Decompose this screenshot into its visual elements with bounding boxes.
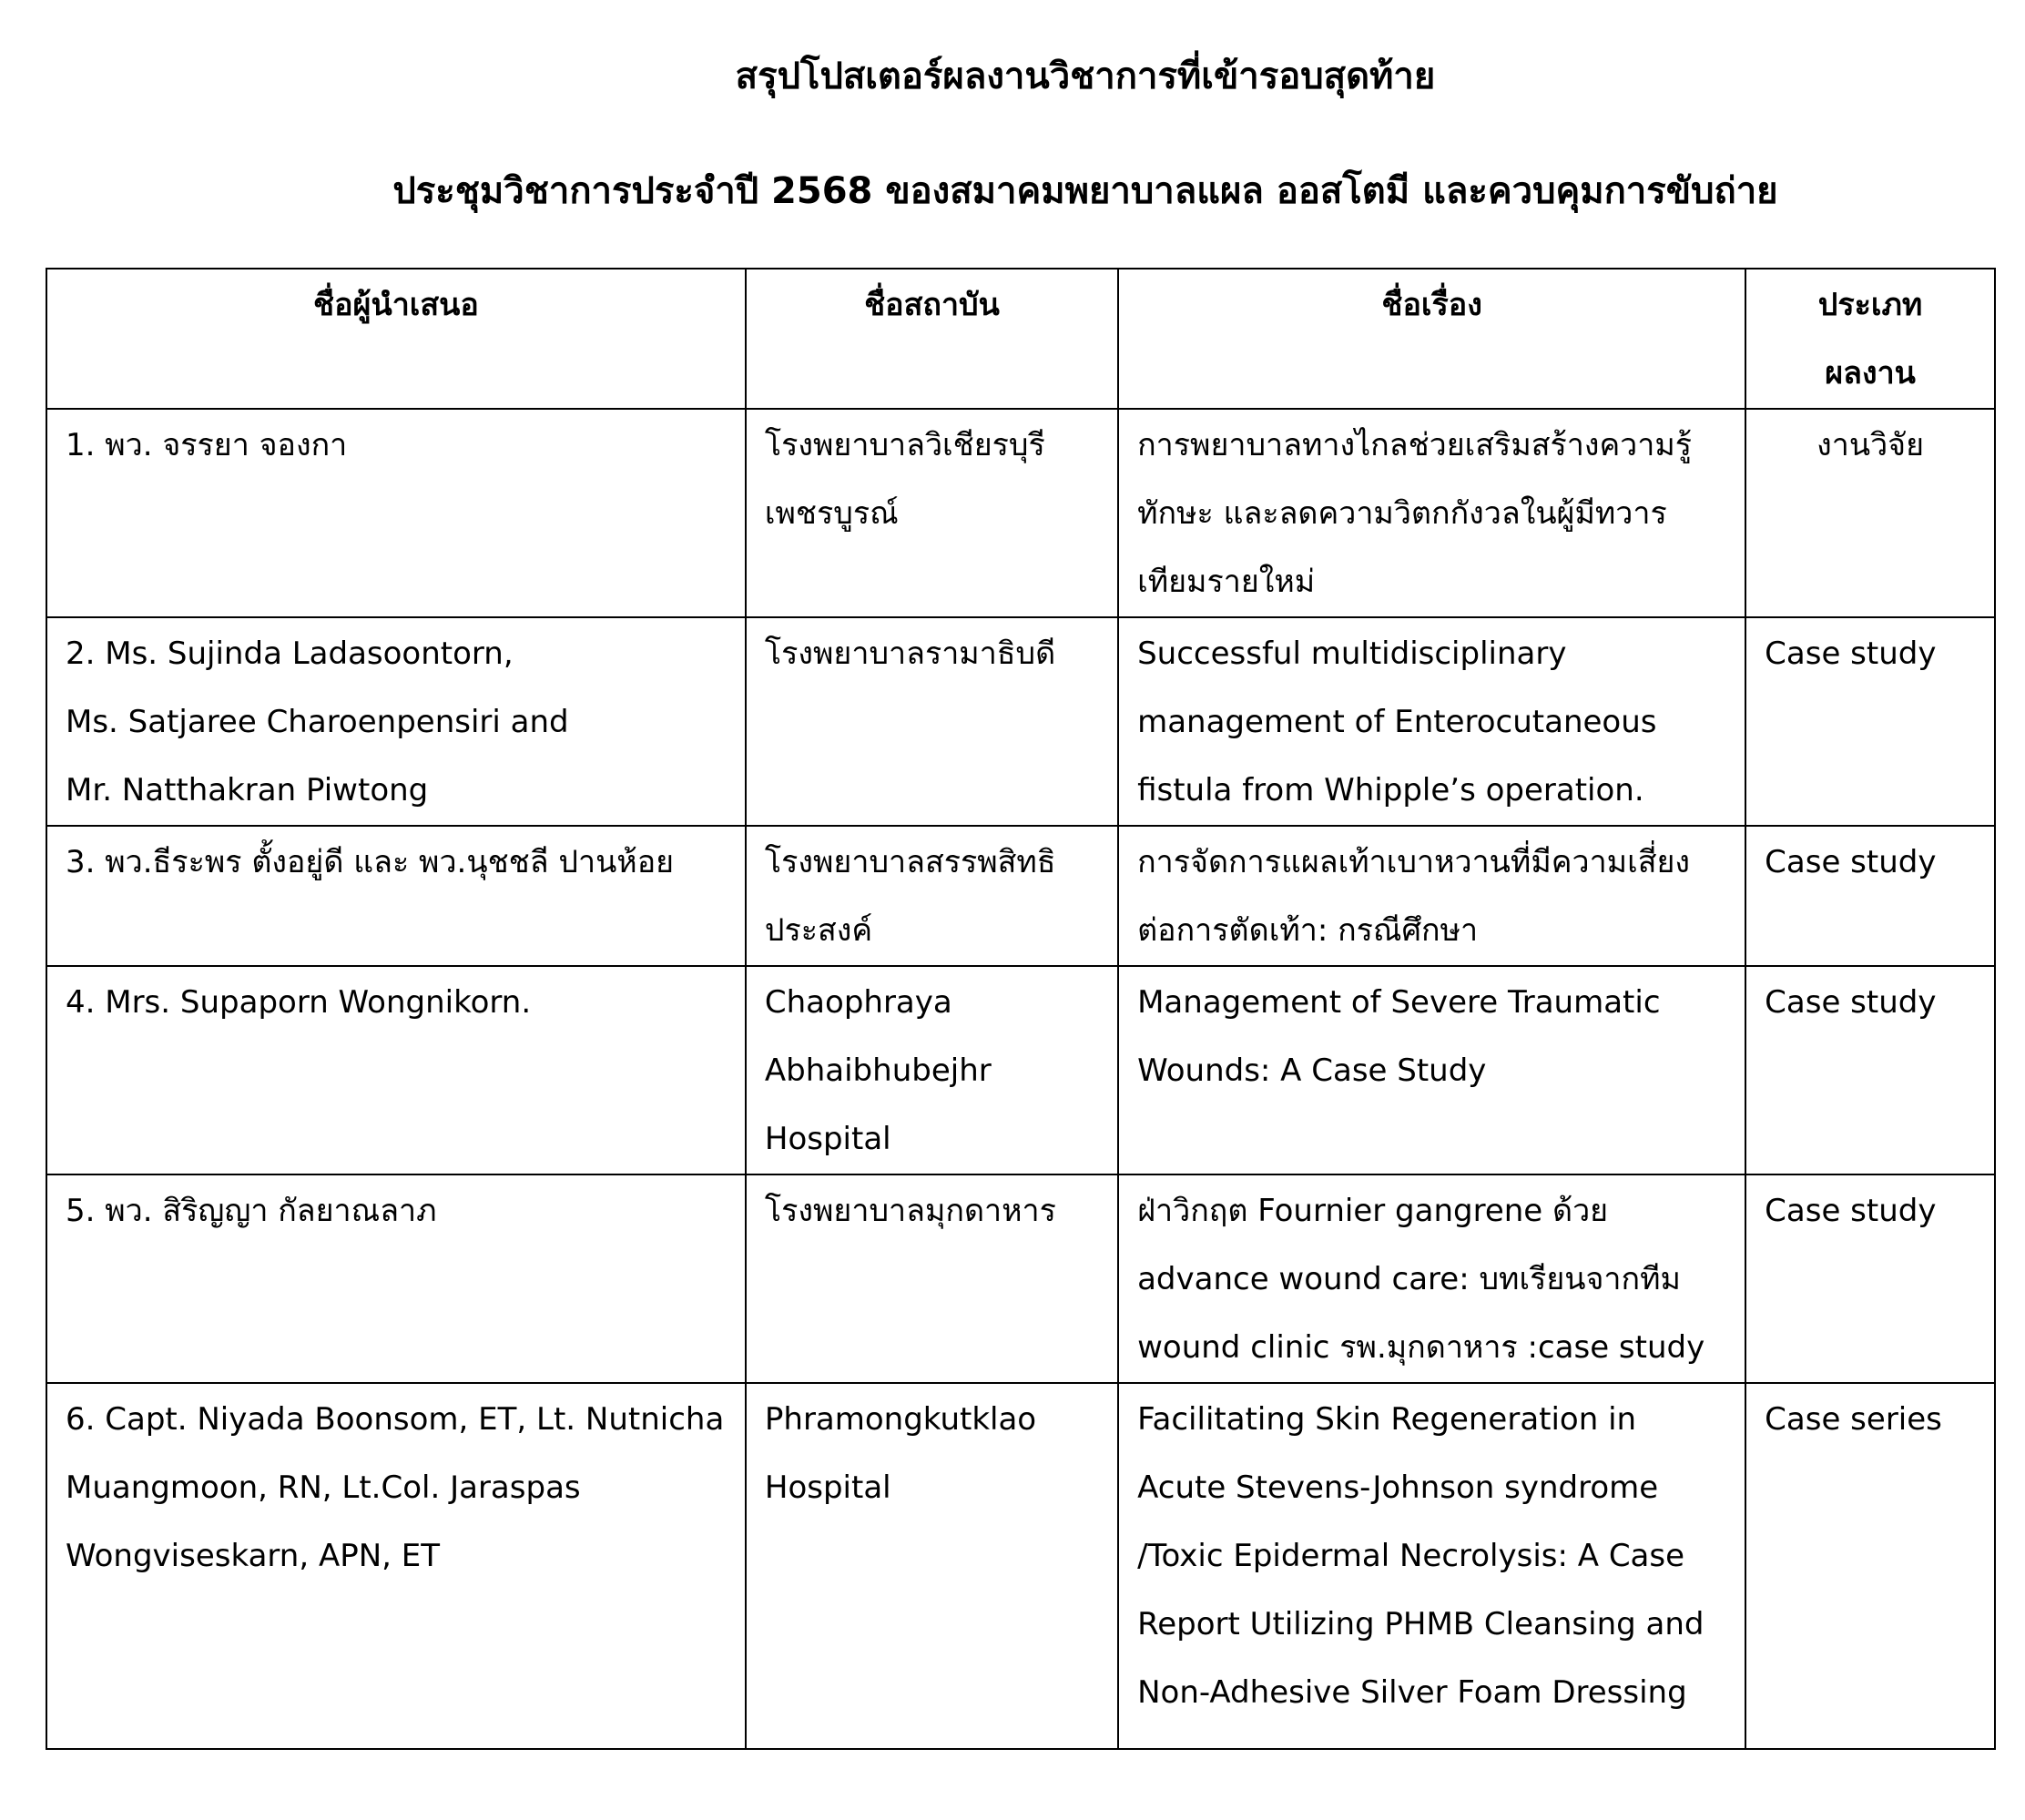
title-line: Successful multidisciplinary (1137, 635, 1567, 672)
title-line: wound clinic รพ.มุกดาหาร :case study (1137, 1329, 1705, 1366)
table-row (46, 1174, 1995, 1383)
institution-line: Hospital (764, 1121, 891, 1157)
table-header-row (46, 269, 1995, 409)
title-line: ทักษะ และลดความวิตกกังวลในผู้มีทวาร (1137, 495, 1667, 532)
institution-line: โรงพยาบาลรามาธิบดี (764, 635, 1056, 672)
poster-table (46, 268, 1996, 1750)
presenter-line: 1. พว. จรรยา จองกา (66, 427, 348, 463)
table-row (46, 1383, 1995, 1749)
institution-cell (746, 1383, 1118, 1749)
title-line: Acute Stevens-Johnson syndrome (1137, 1469, 1659, 1506)
type-cell (1745, 826, 1995, 966)
title-line: management of Enterocutaneous (1137, 704, 1657, 740)
presenter-line: Ms. Satjaree Charoenpensiri and (66, 704, 569, 740)
institution-cell (746, 617, 1118, 826)
type-label: Case study (1765, 1193, 1937, 1229)
type-label: Case series (1765, 1401, 1942, 1438)
title-cell (1118, 826, 1745, 966)
institution-line: เพชรบูรณ์ (764, 495, 899, 532)
title-line: ฝ่าวิกฤต Fournier gangrene ด้วย (1137, 1193, 1609, 1229)
header-type: ประเภท ผลงาน (1745, 269, 1995, 409)
title-line: Wounds: A Case Study (1137, 1052, 1487, 1089)
institution-line: Chaophraya (764, 984, 952, 1021)
title-line: Facilitating Skin Regeneration in (1137, 1401, 1637, 1438)
type-cell (1745, 1383, 1995, 1749)
type-cell (1745, 617, 1995, 826)
table-row (46, 409, 1995, 617)
type-cell (1745, 409, 1995, 617)
title-line: /Toxic Epidermal Necrolysis: A Case (1137, 1538, 1685, 1574)
presenter-line: 5. พว. สิริญญา กัลยาณลาภ (66, 1193, 437, 1229)
title-line: การจัดการแผลเท้าเบาหวานที่มีความเสี่ยง (1137, 844, 1690, 880)
presenter-line: Muangmoon, RN, Lt.Col. Jaraspas (66, 1469, 581, 1506)
institution-line: ประสงค์ (764, 912, 873, 949)
title-line: ต่อการตัดเท้า: กรณีศึกษา (1137, 912, 1479, 949)
title-line: advance wound care: บทเรียนจากทีม (1137, 1261, 1681, 1297)
type-label: งานวิจัย (1816, 427, 1925, 463)
type-cell (1745, 1174, 1995, 1383)
table-row (46, 617, 1995, 826)
title-cell (1118, 1383, 1745, 1749)
presenter-cell (46, 617, 746, 826)
presenter-line: 3. พว.ธีระพร ตั้งอยู่ดี และ พว.นุชชลี ปานห้อย (66, 844, 675, 880)
table-row (46, 826, 1995, 966)
institution-cell (746, 826, 1118, 966)
presenter-line: 6. Capt. Niyada Boonsom, ET, Lt. Nutnicha (66, 1401, 725, 1438)
institution-line: Hospital (764, 1469, 891, 1506)
title-line: Report Utilizing PHMB Cleansing and (1137, 1606, 1704, 1642)
institution-cell (746, 409, 1118, 617)
institution-line: โรงพยาบาลวิเชียรบุรี (764, 427, 1045, 463)
header-institution: ชื่อสถาบัน (746, 269, 1118, 409)
institution-line: โรงพยาบาลสรรพสิทธิ (764, 844, 1056, 880)
title-cell (1118, 1174, 1745, 1383)
presenter-cell (46, 966, 746, 1174)
presenter-cell (46, 826, 746, 966)
institution-line: Abhaibhubejhr (764, 1052, 992, 1089)
presenter-cell (46, 1174, 746, 1383)
page-title: สรุปโปสเตอร์ผลงานวิชาการที่เข้ารอบสุดท้าย (735, 56, 1436, 97)
presenter-line: Mr. Natthakran Piwtong (66, 772, 429, 808)
presenter-line: 2. Ms. Sujinda Ladasoontorn, (66, 635, 514, 672)
title-line: การพยาบาลทางไกลช่วยเสริมสร้างความรู้ (1137, 427, 1693, 463)
header-presenter: ชื่อผู้นำเสนอ (46, 269, 746, 409)
title-line: เทียมรายใหม่ (1137, 564, 1316, 600)
presenter-line: 4. Mrs. Supaporn Wongnikorn. (66, 984, 532, 1021)
type-cell (1745, 966, 1995, 1174)
title-cell (1118, 409, 1745, 617)
institution-line: Phramongkutklao (764, 1401, 1037, 1438)
header-title: ชื่อเรื่อง (1118, 269, 1745, 409)
institution-line: โรงพยาบาลมุกดาหาร (764, 1193, 1056, 1229)
title-cell (1118, 617, 1745, 826)
title-line: Management of Severe Traumatic (1137, 984, 1661, 1021)
title-line: fistula from Whipple’s operation. (1137, 772, 1644, 808)
presenter-cell (46, 1383, 746, 1749)
page-subtitle: ประชุมวิชาการประจำปี 2568 ของสมาคมพยาบาลแผล ออสโตมี และควบคุมการขับถ่าย (392, 170, 1778, 212)
table-row (46, 966, 1995, 1174)
type-label: Case study (1765, 984, 1937, 1021)
title-cell (1118, 966, 1745, 1174)
institution-cell (746, 966, 1118, 1174)
presenter-line: Wongviseskarn, APN, ET (66, 1538, 441, 1574)
title-line: Non-Adhesive Silver Foam Dressing (1137, 1674, 1687, 1711)
type-label: Case study (1765, 635, 1937, 672)
presenter-cell (46, 409, 746, 617)
type-label: Case study (1765, 844, 1937, 880)
institution-cell (746, 1174, 1118, 1383)
